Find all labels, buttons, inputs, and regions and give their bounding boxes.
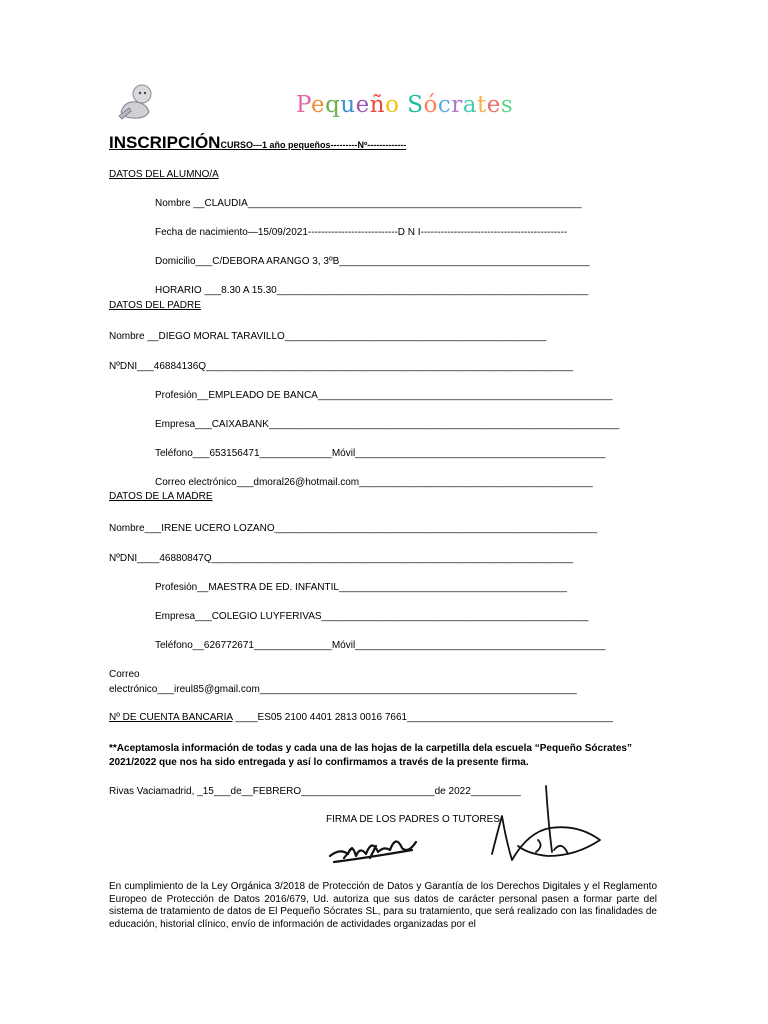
field-madre-correo: electrónico___ireul85@gmail.com_________________________________________________________ (109, 684, 577, 695)
field-madre-telefono: Teléfono__626772671______________Móvil_____________________________________________ (155, 640, 606, 651)
logo-letter: u (340, 92, 356, 118)
logo-letter: o (385, 92, 400, 118)
logo-letter: S (407, 92, 424, 118)
field-madre-correo-label: Correo (109, 669, 140, 680)
logo-letter: e (486, 92, 501, 118)
logo-letter: q (325, 92, 341, 118)
signature-father (326, 828, 422, 870)
title-inscripcion: INSCRIPCIÓN (109, 133, 221, 152)
field-cuenta-bancaria (109, 712, 613, 724)
school-logo-text (296, 91, 513, 119)
section-heading-madre: DATOS DE LA MADRE (109, 491, 213, 502)
logo-letter: s (500, 92, 514, 118)
logo-letter: ó (423, 92, 438, 118)
proteccion-datos-paragraph: En cumplimiento de la Ley Orgánica 3/2018 de Protección de Datos y Garantía de los Derechos Digitales y el Reglamento Europeo de Protección de Datos 2016/679, Ud. autoriza que sus datos de carácter personal pasen a formar parte del sistema de tratamiento de datos de El Pequeño Sócrates SL, para su tratamiento, que será realizado con las finalidades de educación, historial clínico, envío de información de actividades organizadas por el (109, 881, 657, 930)
field-madre-profesion: Profesión__MAESTRA DE ED. INFANTIL_________________________________________ (155, 582, 567, 593)
field-madre-dni: NºDNI____46880847Q_________________________________________________________________ (109, 553, 574, 564)
logo-letter: P (296, 92, 311, 118)
field-padre-telefono: Teléfono___653156471_____________Móvil_____________________________________________ (155, 448, 606, 459)
field-alumno-domicilio: Domicilio___C/DEBORA ARANGO 3, 3ºB_____________________________________________ (155, 256, 590, 267)
section-heading-alumno: DATOS DEL ALUMNO/A (109, 169, 219, 180)
field-padre-correo: Correo electrónico___dmoral26@hotmail.com__________________________________________ (155, 477, 593, 488)
field-madre-nombre: Nombre___IRENE UCERO LOZANO__________________________________________________________ (109, 523, 598, 534)
signature-mother (488, 780, 606, 870)
logo-letter: e (310, 92, 326, 118)
cuenta-value: ____ES05 2100 4401 2813 0016 7661_____________________________________ (232, 712, 613, 723)
field-alumno-fecha-nacimiento: Fecha de nacimiento—15/09/2021---------------------------D N I-------------------------------------------- (155, 227, 568, 238)
section-heading-padre: DATOS DEL PADRE (109, 300, 201, 311)
aceptacion-paragraph: **Aceptamosla información de todas y cada una de las hojas de la carpetilla dela escuela “Pequeño Sócrates” 2021/2022 que nos ha sido entregada y así lo confirmamos a través de la presente firma. (109, 743, 632, 768)
cuenta-label: Nº DE CUENTA BANCARIA (109, 712, 233, 723)
field-padre-profesion: Profesión__EMPLEADO DE BANCA_____________________________________________________ (155, 390, 613, 401)
logo-letter: e (355, 92, 370, 118)
fecha-lugar-line: Rivas Vaciamadrid, _15___de__FEBRERO________________________de 2022_________ (109, 786, 521, 797)
logo-letter: t (477, 92, 487, 118)
title-curso: CURSO---1 año pequeños---------Nº------------- (220, 140, 407, 150)
field-alumno-horario: HORARIO ___8.30 A 15.30________________________________________________________ (155, 285, 589, 296)
field-padre-nombre: Nombre __DIEGO MORAL TARAVILLO_______________________________________________ (109, 331, 547, 342)
logo-letter: ñ (369, 92, 386, 118)
firma-label: FIRMA DE LOS PADRES O TUTORES (326, 814, 500, 825)
logo-letter: a (462, 92, 477, 118)
form-title (109, 133, 406, 153)
field-madre-empresa: Empresa___COLEGIO LUYFERIVAS________________________________________________ (155, 611, 589, 622)
field-alumno-nombre: Nombre __CLAUDIA____________________________________________________________ (155, 198, 582, 209)
field-padre-empresa: Empresa___CAIXABANK_______________________________________________________________ (155, 419, 620, 430)
field-padre-dni: NºDNI___46884136Q__________________________________________________________________ (109, 361, 574, 372)
logo-mascot-image (115, 82, 157, 122)
logo-letter: c (437, 92, 452, 118)
logo-letter: r (451, 92, 463, 118)
